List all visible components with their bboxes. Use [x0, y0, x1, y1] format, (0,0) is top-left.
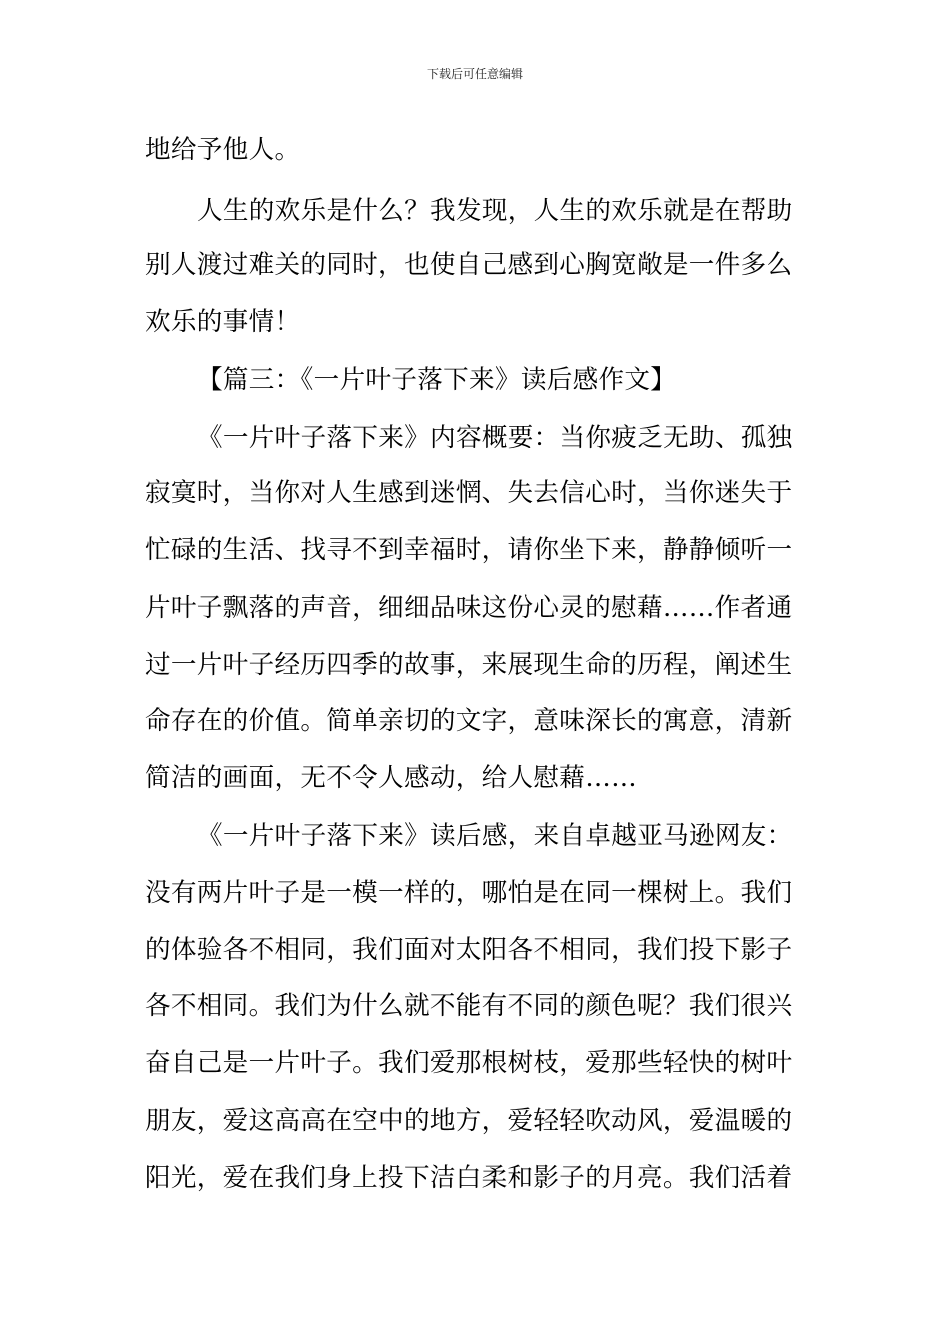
text-line: 没有两片叶子是一模一样的，哪怕是在同一棵树上。我们	[145, 878, 793, 908]
text-line: 简洁的画面，无不令人感动，给人慰藉……	[145, 763, 637, 793]
section-heading: 【篇三：《一片叶子落下来》读后感作文】	[197, 365, 677, 395]
text-line: 片叶子飘落的声音，细细品味这份心灵的慰藉……作者通	[145, 593, 793, 623]
text-line: 寂寞时，当你对人生感到迷惘、失去信心时，当你迷失于	[145, 478, 793, 508]
text-line: 朋友，爱这高高在空中的地方，爱轻轻吹动风，爱温暖的	[145, 1106, 793, 1136]
text-line: 别人渡过难关的同时，也使自己感到心胸宽敞是一件多么	[145, 250, 793, 280]
text-line: 命存在的价值。简单亲切的文字，意味深长的寓意，清新	[145, 706, 793, 736]
text-line: 过一片叶子经历四季的故事，来展现生命的历程，阐述生	[145, 650, 793, 680]
text-line: 的体验各不相同，我们面对太阳各不相同，我们投下影子	[145, 935, 793, 965]
page-header: 下载后可任意编辑	[426, 67, 523, 81]
text-line: 忙碌的生活、找寻不到幸福时，请你坐下来，静静倾听一	[145, 535, 793, 565]
text-line: 阳光，爱在我们身上投下洁白柔和影子的月亮。我们活着	[145, 1163, 793, 1193]
text-line: 《一片叶子落下来》内容概要：当你疲乏无助、孤独	[197, 423, 793, 453]
text-line: 欢乐的事情！	[145, 307, 301, 337]
text-line: 各不相同。我们为什么就不能有不同的颜色呢？我们很兴	[145, 991, 793, 1021]
text-line: 人生的欢乐是什么？我发现，人生的欢乐就是在帮助	[197, 196, 793, 226]
text-line: 《一片叶子落下来》读后感，来自卓越亚马逊网友：	[197, 821, 793, 851]
text-line: 奋自己是一片叶子。我们爱那根树枝，爱那些轻快的树叶	[145, 1048, 793, 1078]
text-line: 地给予他人。	[145, 135, 301, 165]
